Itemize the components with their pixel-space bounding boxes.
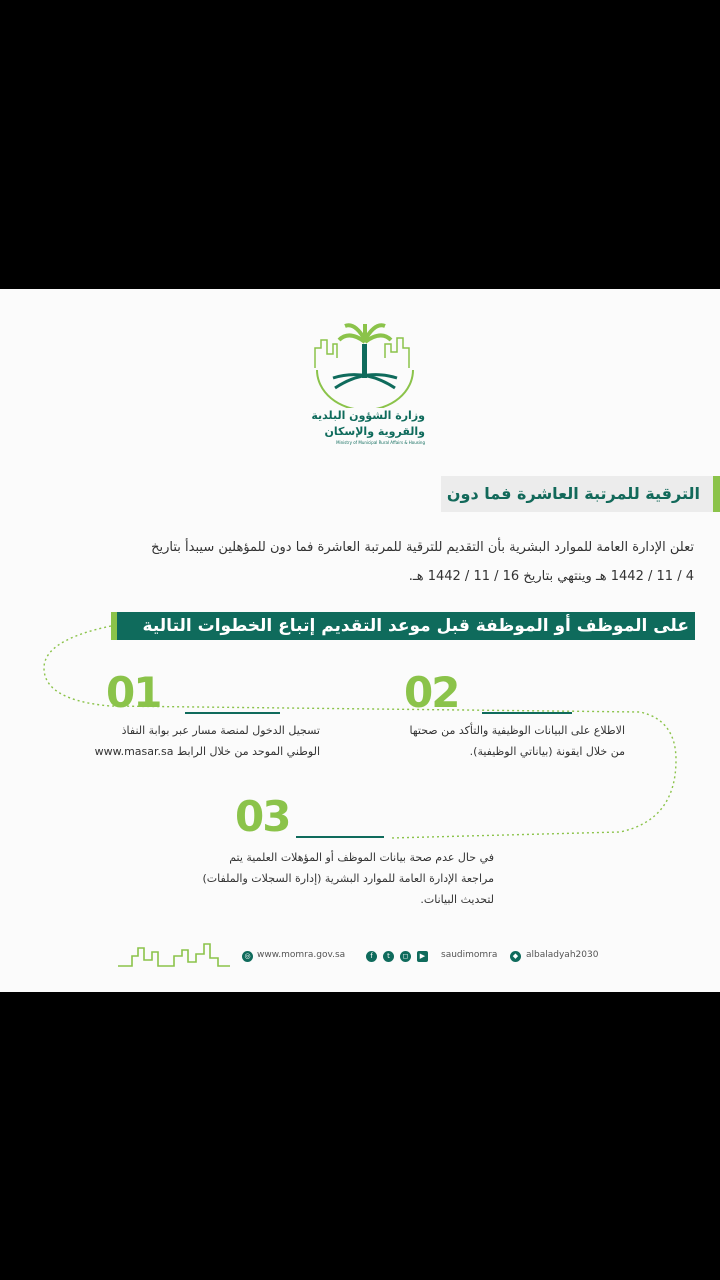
footer: [0, 942, 720, 972]
instagram-icon[interactable]: ◻: [400, 951, 411, 962]
step-3-line1: في حال عدم صحة بيانات الموظف أو المؤهلات العلمية يتم: [229, 851, 494, 864]
step-3-line2: مراجعة الإدارة العامة للموارد البشرية (إدارة السجلات والملفات): [202, 872, 494, 885]
step-3-number: 03: [235, 792, 290, 841]
facebook-icon[interactable]: f: [366, 951, 377, 962]
step-1-line2: الوطني الموحد من خلال الرابط www.masar.sa: [94, 745, 320, 758]
twitter-icon[interactable]: t: [383, 951, 394, 962]
step-2-underline: [482, 712, 572, 714]
step-1-number: 01: [106, 668, 161, 717]
globe-icon: ◎: [242, 951, 253, 962]
intro-line-1: تعلن الإدارة العامة للموارد البشرية بأن التقديم للترقية للمرتبة العاشرة فما دون للمؤهلين سيبدأ بتاريخ: [151, 540, 694, 555]
step-2-line2: من خلال ايقونة (بياناتي الوظيفية).: [469, 745, 625, 758]
step-1-underline: [185, 712, 280, 714]
youtube-icon[interactable]: ▶: [417, 951, 428, 962]
ministry-name-line1: وزارة الشؤون البلدية: [311, 409, 425, 422]
footer-website[interactable]: www.momra.gov.sa: [257, 950, 346, 960]
step-3-line3: لتحديث البيانات.: [420, 893, 494, 906]
step-2-number: 02: [404, 668, 459, 717]
footer-snapchat[interactable]: albaladyah2030: [526, 950, 599, 960]
step-1-line1: تسجيل الدخول لمنصة مسار عبر بوابة النفاذ: [121, 724, 320, 737]
steps-heading: على الموظف أو الموظفة قبل موعد التقديم إتباع الخطوات التالية: [142, 616, 689, 636]
step-1-text: [20, 720, 320, 762]
footer-handle[interactable]: saudimomra: [441, 950, 498, 960]
step-3-text: [134, 847, 494, 910]
intro-line-2: 4 / 11 / 1442 هـ وينتهي بتاريخ 16 / 11 / 1442 هـ.: [408, 569, 694, 584]
step-2-text: [325, 720, 625, 762]
page-title: الترقية للمرتبة العاشرة فما دون: [446, 484, 700, 503]
skyline-icon: [118, 942, 230, 968]
step-2-line1: الاطلاع على البيانات الوظيفية والتأكد من صحتها: [409, 724, 625, 737]
step-3-underline: [296, 836, 384, 838]
ministry-name-english: Ministry of Municipal Rural Affairs & Housing: [336, 440, 425, 445]
snapchat-icon[interactable]: ◆: [510, 951, 521, 962]
ministry-name-line2: والقروية والإسكان: [324, 425, 425, 438]
